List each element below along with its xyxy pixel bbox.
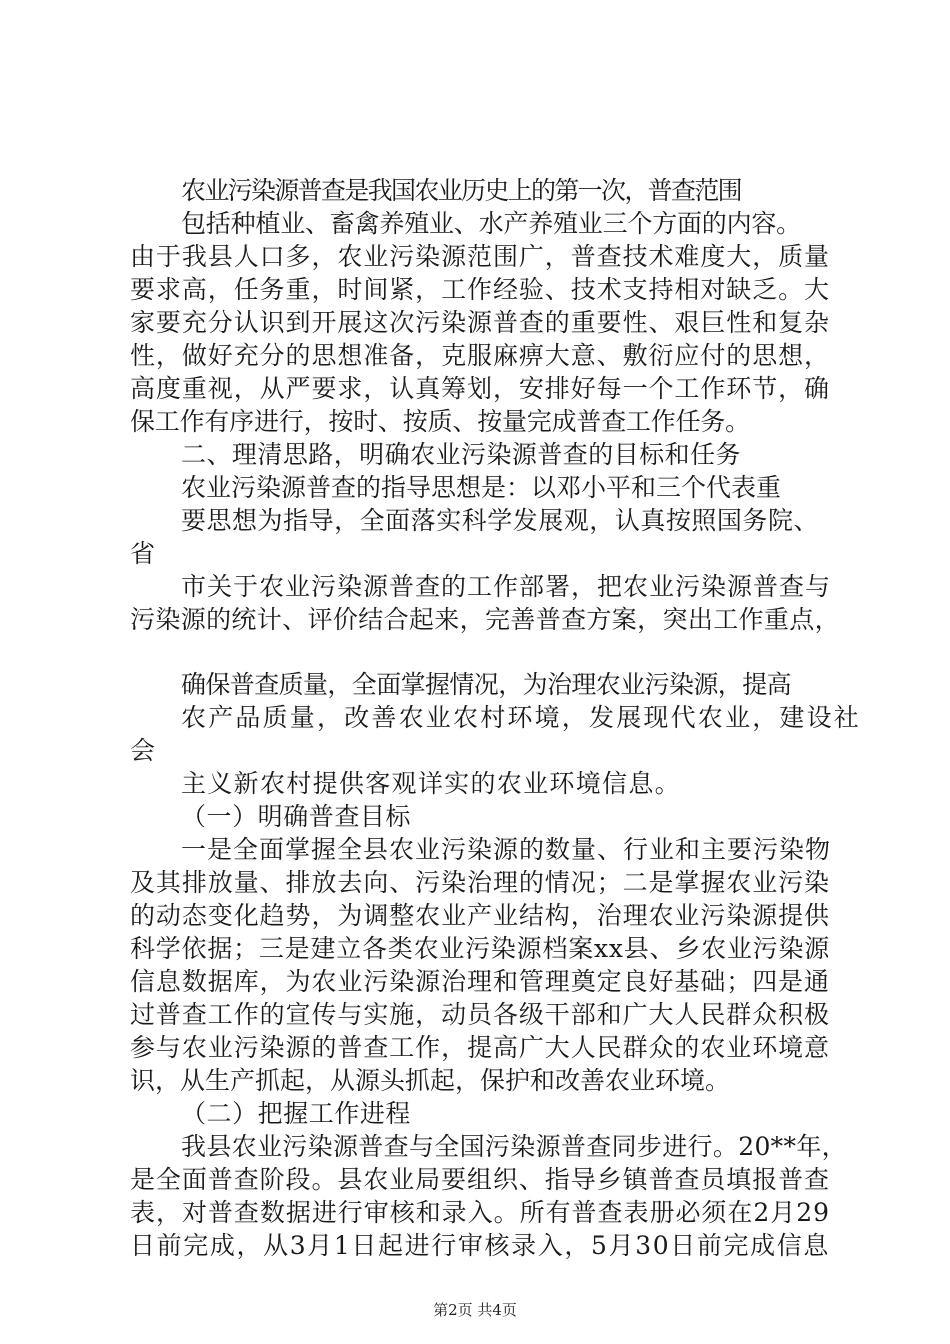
body-text-line: 及其排放量、排放去向、污染治理的情况；二是掌握农业污染 xyxy=(130,868,830,897)
body-text-line: 参与农业污染源的普查工作，提高广大人民群众的农业环境意 xyxy=(130,1033,830,1062)
body-text-line: 的动态变化趋势，为调整农业产业结构，治理农业污染源提供 xyxy=(130,901,830,930)
body-text-line: 由于我县人口多，农业污染源范围广，普查技术难度大，质量 xyxy=(130,242,830,271)
body-text-line: 农业污染源普查是我国农业历史上的第一次，普查范围 xyxy=(181,176,741,205)
body-text-line: 识，从生产抓起，从源头抓起，保护和改善农业环境。 xyxy=(130,1066,730,1095)
body-text-line: 保工作有序进行，按时、按质、按量完成普查工作任务。 xyxy=(130,407,750,436)
body-text-line: 确保普查质量，全面掌握情况，为治理农业污染源，提高 xyxy=(181,670,791,699)
body-text-line: （一）明确普查目标 xyxy=(181,802,411,831)
body-text-line: 信息数据库，为农业污染源治理和管理奠定良好基础；四是通 xyxy=(130,967,830,996)
body-text-line: 日前完成，从3月1日起进行审核录入，5月30日前完成信息 xyxy=(130,1231,830,1260)
body-text-line: 农产品质量，改善农业农村环境，发展现代农业，建设社 xyxy=(181,703,861,732)
body-text-line: 我县农业污染源普查与全国污染源普查同步进行。20**年， xyxy=(181,1132,847,1161)
body-text-line: 是全面普查阶段。县农业局要组织、指导乡镇普查员填报普查 xyxy=(130,1165,830,1194)
body-text-line: 二、理清思路，明确农业污染源普查的目标和任务 xyxy=(181,440,741,469)
page-footer: 第2页 共4页 xyxy=(433,1301,517,1319)
body-text-line: 过普查工作的宣传与实施，动员各级干部和广大人民群众积极 xyxy=(130,1000,830,1029)
body-text-line: 市关于农业污染源普查的工作部署，把农业污染源普查与 xyxy=(181,572,831,601)
body-text-line: 一是全面掌握全县农业污染源的数量、行业和主要污染物 xyxy=(181,835,831,864)
body-text-line: 家要充分认识到开展这次污染源普查的重要性、艰巨性和复杂 xyxy=(130,308,830,337)
body-text-line: 要求高，任务重，时间紧，工作经验、技术支持相对缺乏。大 xyxy=(130,275,830,304)
body-text-line: 农业污染源普查的指导思想是：以邓小平和三个代表重 xyxy=(181,473,781,502)
body-text-line: （二）把握工作进程 xyxy=(181,1099,411,1128)
body-text-line: 污染源的统计、评价结合起来，完善普查方案，突出工作重点， xyxy=(130,605,840,634)
body-text-line: 主义新农村提供客观详实的农业环境信息。 xyxy=(181,769,681,798)
body-text-line: 科学依据；三是建立各类农业污染源档案xx县、乡农业污染源 xyxy=(130,934,830,963)
body-text-line: 省 xyxy=(130,539,156,568)
body-text-line: 高度重视，从严要求，认真筹划，安排好每一个工作环节，确 xyxy=(130,374,830,403)
body-text-line: 会 xyxy=(130,736,156,765)
body-text-line: 性，做好充分的思想准备，克服麻痹大意、敷衍应付的思想， xyxy=(130,341,830,370)
body-text-line: 要思想为指导，全面落实科学发展观，认真按照国务院、 xyxy=(181,506,819,535)
body-text-line: 包括种植业、畜禽养殖业、水产养殖业三个方面的内容。 xyxy=(181,209,801,238)
body-text-line: 表，对普查数据进行审核和录入。所有普查表册必须在2月29 xyxy=(130,1198,830,1227)
